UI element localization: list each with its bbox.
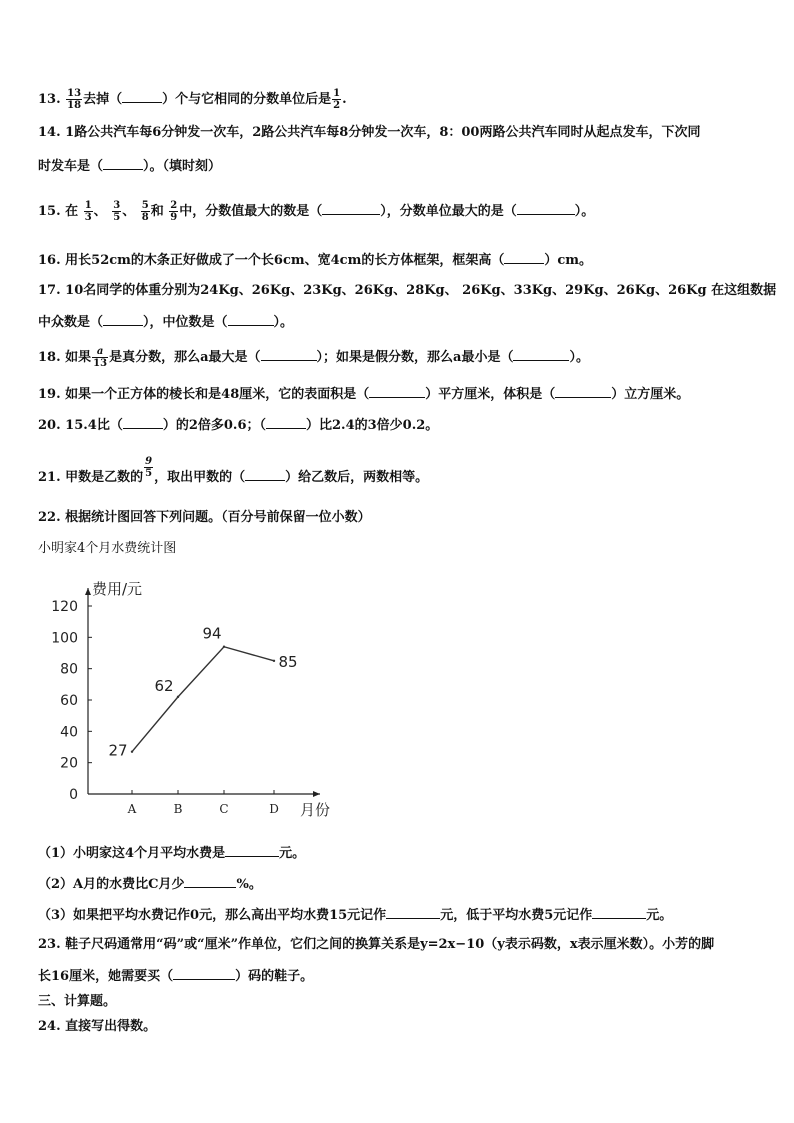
question-20: 20. 15.4比（ ）的2倍多0.6；（ ）比2.4的3倍少0.2。 — [38, 415, 438, 435]
question-number: 23. — [38, 937, 61, 952]
answer-blank[interactable] — [103, 312, 143, 326]
answer-blank[interactable] — [225, 843, 279, 857]
data-point — [177, 696, 179, 698]
question-17-line2: 中众数是（ ），中位数是（ ）。 — [38, 312, 293, 332]
chart-caption: 小明家4个月水费统计图 — [38, 541, 177, 556]
question-number: 13. — [38, 92, 61, 107]
answer-blank[interactable] — [592, 905, 646, 919]
answer-blank[interactable] — [228, 312, 274, 326]
x-tick-label: C — [219, 802, 229, 816]
answer-blank[interactable] — [555, 384, 611, 398]
y-tick-label: 60 — [60, 693, 78, 709]
question-14-line2: 时发车是（ ）。（填时刻） — [38, 156, 221, 176]
answer-blank[interactable] — [504, 250, 544, 264]
fraction-3-5: $\frac{3}{5}$ — [113, 200, 121, 223]
question-23-line1: 23. 鞋子尺码通常用“码”或“厘米”作单位，它们之间的换算关系是y=2x−10（y表示码数，x表示厘米数）。小芳的脚 — [38, 937, 715, 952]
data-point — [223, 646, 225, 648]
answer-blank[interactable] — [245, 467, 285, 481]
section-title-calculation: 三、计算题。 — [38, 994, 117, 1009]
chart-axes — [51, 580, 330, 819]
question-number: 22. — [38, 510, 61, 525]
data-label: 62 — [154, 676, 174, 695]
series-line — [132, 647, 274, 752]
question-number: 21. — [38, 470, 61, 485]
question-19: 19. 如果一个正方体的棱长和是48厘米，它的表面积是（ ）平方厘米，体积是（ ）立方厘米。 — [38, 384, 689, 404]
fraction-13-18: $\frac{13}{18}$ — [67, 88, 82, 111]
question-13: 13. $\frac{13}{18}$ 去掉（ ）个与它相同的分数单位后是 $\frac{1}{2}$ . — [38, 88, 347, 111]
y-tick-label: 100 — [51, 630, 78, 647]
y-tick-label: 80 — [60, 661, 78, 678]
question-number: 18. — [38, 350, 61, 365]
question-17-line1: 17. 10名同学的体重分别为24Kg、26Kg、23Kg、26Kg、28Kg、 26Kg、33Kg、29Kg、26Kg、26Kg 在这组数据 — [38, 283, 777, 298]
question-23-line2: 长16厘米，她需要买（ ）码的鞋子。 — [38, 966, 313, 986]
question-number: 16. — [38, 253, 61, 268]
question-number: 20. — [38, 418, 61, 433]
question-14-line1: 14. 1路公共汽车每6分钟发一次车，2路公共汽车每8分钟发一次车，8：00两路公共汽车同时从起点发车，下次同 — [38, 125, 701, 140]
answer-blank[interactable] — [173, 966, 235, 980]
answer-blank[interactable] — [386, 905, 440, 919]
fraction-1-3: $\frac{1}{3}$ — [84, 200, 92, 223]
subquestion-1: （1）小明家这4个月平均水费是 元。 — [38, 843, 305, 863]
x-tick-label: D — [269, 802, 279, 816]
question-number: 24. — [38, 1019, 61, 1034]
answer-blank[interactable] — [103, 156, 143, 170]
question-21: 21. 甲数是乙数的 $\frac{9}{5}$ ，取出甲数的（ ）给乙数后，两数相等。 — [38, 456, 429, 485]
question-18: 18. 如果 $\frac{a}{13}$ 是真分数，那么a最大是（ ）；如果是假分数，那么a最小是（ ）。 — [38, 346, 589, 369]
data-point — [273, 660, 275, 662]
subquestion-2: （2）A月的水费比C月少 %。 — [38, 874, 262, 894]
y-tick-label: 40 — [60, 724, 78, 741]
answer-blank[interactable] — [369, 384, 425, 398]
data-point — [131, 751, 133, 753]
question-16: 16. 用长52cm的木条正好做成了一个长6cm、宽4cm的长方体框架，框架高（ ）cm。 — [38, 250, 592, 270]
question-22: 22. 根据统计图回答下列问题。（百分号前保留一位小数） — [38, 510, 371, 525]
answer-blank[interactable] — [122, 89, 162, 103]
fraction-9-5: $\frac{9}{5}$ — [145, 456, 153, 479]
chart-marks — [108, 625, 297, 760]
x-tick-label: B — [173, 802, 183, 816]
data-label: 94 — [202, 624, 222, 643]
fraction-a-13: $\frac{a}{13}$ — [93, 346, 108, 369]
question-24: 24. 直接写出得数。 — [38, 1019, 157, 1034]
answer-blank[interactable] — [517, 201, 575, 215]
y-tick-label: 120 — [51, 599, 78, 615]
x-axis-arrow — [313, 791, 320, 797]
fraction-2-9: $\frac{2}{9}$ — [170, 200, 178, 223]
subquestion-3: （3）如果把平均水费记作0元，那么高出平均水费15元记作 元，低于平均水费5元记作 元。 — [38, 905, 672, 925]
x-axis-title: 月份 — [300, 801, 331, 819]
data-label: 27 — [108, 741, 128, 760]
answer-blank[interactable] — [123, 415, 163, 429]
y-tick-label: 0 — [69, 787, 78, 803]
fraction-5-8: $\frac{5}{8}$ — [141, 200, 149, 223]
answer-blank[interactable] — [261, 347, 317, 361]
answer-blank[interactable] — [513, 347, 569, 361]
question-number: 17. — [38, 283, 61, 298]
question-number: 19. — [38, 387, 61, 402]
y-tick-label: 20 — [60, 755, 78, 772]
y-axis-arrow — [85, 588, 91, 595]
answer-blank[interactable] — [184, 874, 236, 888]
y-axis-title: 费用/元 — [92, 580, 143, 598]
fraction-1-2: $\frac{1}{2}$ — [333, 88, 341, 111]
question-number: 15. — [38, 204, 61, 219]
water-fee-line-chart — [38, 568, 348, 828]
question-15: 15. 在 $\frac{1}{3}$ 、 $\frac{3}{5}$ 、 $\frac{5}{8}$ 和 $\frac{2}{9}$ 中，分数值最大的数是（ ），分数单位最大的是（ ）。 — [38, 200, 595, 223]
answer-blank[interactable] — [266, 415, 306, 429]
data-label: 85 — [278, 652, 298, 671]
question-number: 14. — [38, 125, 61, 140]
x-tick-label: A — [127, 802, 137, 816]
answer-blank[interactable] — [322, 201, 380, 215]
